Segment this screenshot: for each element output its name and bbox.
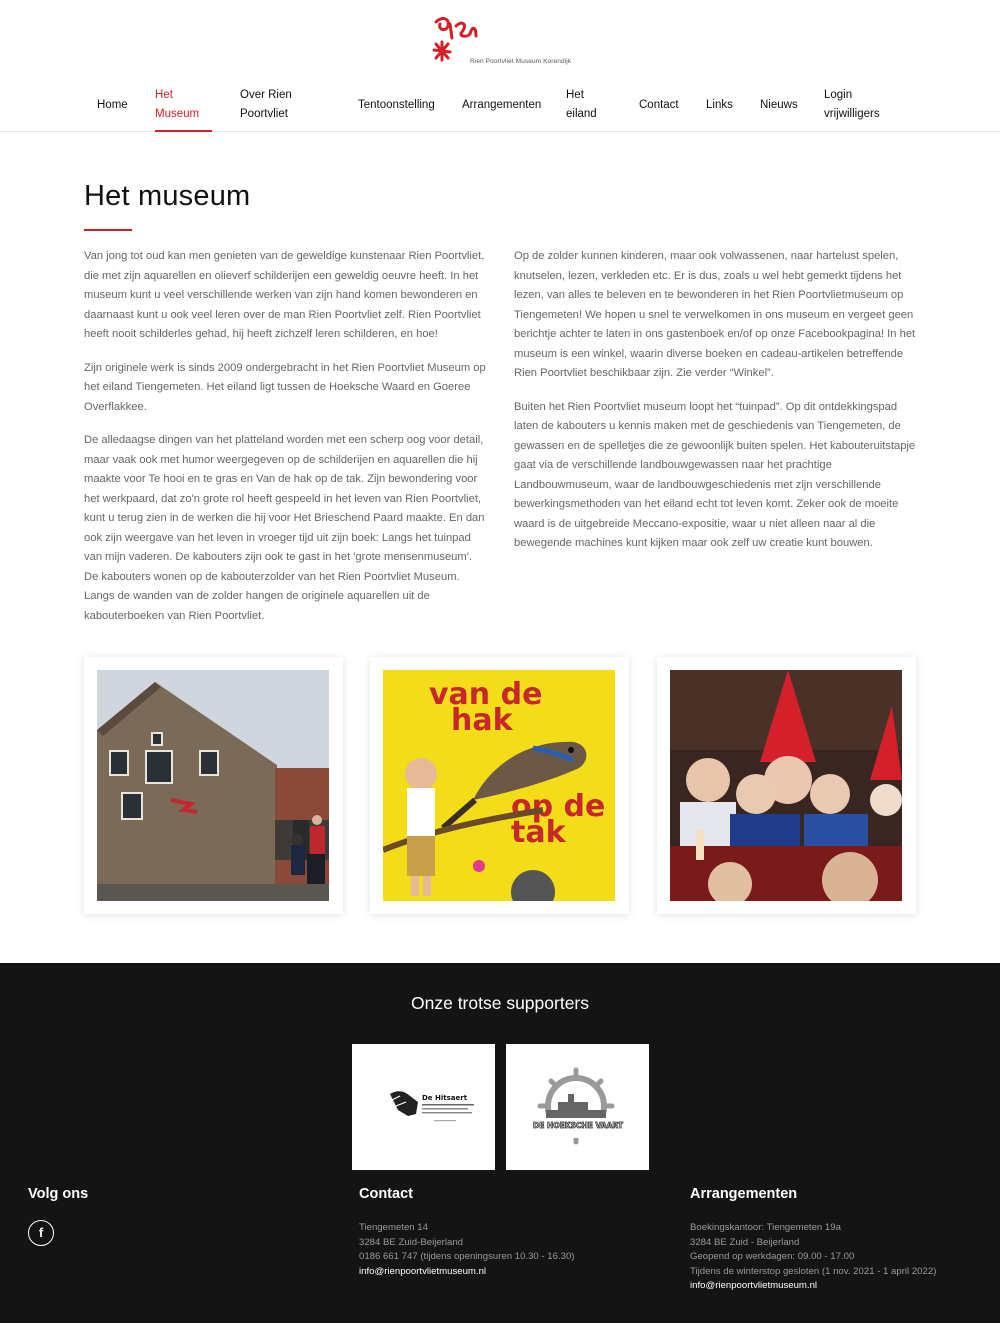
site-header bbox=[0, 0, 1000, 132]
nav-het-eiland-label-1: Het bbox=[566, 89, 584, 101]
sponsor-logo-de-hitsaert[interactable] bbox=[352, 1044, 495, 1170]
location-paragraph: Zijn originele werk is sinds 2009 ondergebracht in het Rien Poortvliet Museum op het eiland Tiengemeten. Het eiland ligt tussen de Hoeksche Waard en Goeree Overflakkee. bbox=[84, 361, 486, 413]
booking-hours: Geopend op werkdagen: 09.00 - 17.00 bbox=[690, 1251, 855, 1263]
nav-home[interactable] bbox=[97, 96, 128, 115]
nav-contact[interactable] bbox=[639, 96, 679, 115]
intro-paragraph: Van jong tot oud kan men genieten van de geweldige kunstenaar Rien Poortvliet, die met zijn aquarellen en olieverf schilderijen een geweldig oeuvre heeft. In het museum kunt u veel verschillende werken van zijn hand komen bewonderen en daarnaast kunt u ook veel leren over de man Rien Poortvliet zelf. Rien Poortvliet heeft nooit schilderles gehad, hij heeft zichzelf leren schilderen, en hoe! bbox=[84, 250, 485, 340]
winter-closure: Tijdens de winterstop gesloten (1 nov. 2021 - 1 april 2022) bbox=[690, 1265, 937, 1277]
book-cover-title-1: van de bbox=[429, 677, 543, 712]
nav-links-label: Links bbox=[706, 99, 733, 111]
book-cover-title-2: hak bbox=[451, 703, 513, 738]
logo-mark-icon bbox=[428, 12, 480, 64]
main-navigation bbox=[0, 80, 1000, 132]
active-nav-indicator bbox=[155, 130, 212, 132]
garden-path-paragraph: Buiten het Rien Poortvliet museum loopt het “tuinpad”. Op dit ontdekkingspad laten de kabouters u kennis maken met de geschiedenis van Tiengemeten, de gewassen en de spelletjes die ze gewoonlijk buiten spelen. Het kabouteruitstapje gaat via de verschillende landbouwgewassen naar het prachtige Landbouwmuseum, waar de landbouwgeschiedenis met zijn verschillende bewerkingsmethoden van het eiland echt tot leven komt. Zeker ook de moeite waard is de uitgebreide Meccano-expositie, waar u niet alleen naar al die bewegende machines kunt kijken maar ook zelf uw creatie kunt bouwen. bbox=[514, 400, 916, 549]
contact-address: Tiengemeten 14 bbox=[359, 1222, 428, 1233]
contact-details bbox=[359, 1221, 575, 1279]
booking-postcode: 3284 BE Zuid - Beijerland bbox=[690, 1236, 800, 1248]
contact-title: Contact bbox=[359, 1186, 413, 1202]
contact-phone[interactable]: 0186 661 747 (tijdens openingsuren 10.30 - 16.30) bbox=[359, 1251, 575, 1263]
book-cover-title-4: tak bbox=[511, 815, 566, 850]
follow-title: Volg ons bbox=[28, 1186, 89, 1202]
nav-het-museum[interactable] bbox=[155, 86, 199, 124]
nav-tentoonstelling[interactable] bbox=[358, 96, 435, 115]
supporters-title: Onze trotse supporters bbox=[411, 993, 589, 1013]
arrangementen-details bbox=[690, 1221, 936, 1294]
nav-het-eiland-label-2: eiland bbox=[566, 108, 597, 120]
de-hitsaert-logo-icon bbox=[352, 1044, 495, 1170]
attic-paragraph: Op de zolder kunnen kinderen, maar ook volwassenen, naar hartelust spelen, knutselen, lezen, verkleden etc. Er is dus, zoals u wel hebt gemerkt tijdens het lezen, van alles te beleven en te bewonderen in het Rien Poortvlietmuseum op Tiengemeten! We hopen u snel te verwelkomen in ons museum en vergeet geen berichtje achter te laten in ons gastenboek en/of op onze Facebookpagina! In het museum is een winkel, waarin diverse boeken en cadeau-artikelen betreffende Rien Poortvliet beschikbaar zijn. Zie verder “Winkel”. bbox=[514, 250, 916, 379]
sponsor-de-hitsaert-name: De Hitsaert bbox=[422, 1094, 468, 1102]
museum-building-photo bbox=[97, 670, 329, 901]
facebook-glyph: f bbox=[38, 1225, 44, 1240]
gallery-card-museum[interactable] bbox=[84, 657, 343, 914]
nav-over-rien-label-1: Over Rien bbox=[240, 89, 292, 101]
nav-het-museum-label-1: Het bbox=[155, 89, 173, 101]
title-divider bbox=[84, 229, 132, 231]
book-cover-photo bbox=[383, 670, 615, 901]
nav-het-eiland[interactable] bbox=[566, 86, 597, 124]
nav-login-label-2: vrijwilligers bbox=[824, 108, 880, 120]
arrangementen-title: Arrangementen bbox=[690, 1186, 798, 1202]
nav-over-rien-label-2: Poortvliet bbox=[240, 108, 288, 120]
contact-email-link[interactable]: info@rienpoortvlietmuseum.nl bbox=[359, 1265, 487, 1277]
nav-tentoonstelling-label: Tentoonstelling bbox=[358, 99, 435, 111]
content-column-right bbox=[514, 247, 917, 568]
site-footer bbox=[0, 963, 1000, 1323]
contact-postcode: 3284 BE Zuid-Beijerland bbox=[359, 1236, 463, 1248]
works-paragraph: De alledaagse dingen van het platteland worden met een scherp oog voor detail, maar vaak ook met humor weergegeven op de schilderijen en aquarellen die hij maakte voor Te hooi en te gras en Van de hak op de tak. Zijn bewondering voor het werkpaard, dat zo'n grote rol heeft gespeeld in het leven van Rien Poortvliet, kunt u terug zien in de werken die hij voor Het Brieschend Paard maakte. En dan ook zijn weergave van het leven in vroeger tijd uit zijn boek: Langs het tuinpad van mijn vaderen. De kabouters zijn ook te gast in het 'grote mensenmuseum'. De kabouters wonen op de kabouterzolder van het Rien Poortvliet Museum. Langs de wanden van de zolder hangen de originele aquarellen uit de kabouterboeken van Rien Poortvliet. bbox=[84, 434, 485, 622]
booking-office: Boekingskantoor: Tiengemeten 19a bbox=[690, 1222, 841, 1233]
arrangementen-email-link[interactable]: info@rienpoortvlietmuseum.nl bbox=[690, 1280, 818, 1292]
nav-links[interactable] bbox=[706, 96, 733, 115]
site-logo[interactable] bbox=[428, 12, 578, 64]
gallery-card-book[interactable] bbox=[370, 657, 629, 914]
children-gnome-hats-photo bbox=[670, 670, 902, 901]
logo-subtitle: Rien Poortvliet Museum Korendijk bbox=[470, 58, 572, 65]
gallery-card-children[interactable] bbox=[657, 657, 916, 914]
page-title: Het museum bbox=[84, 180, 251, 212]
nav-contact-label: Contact bbox=[639, 99, 679, 111]
nav-arrangementen-label: Arrangementen bbox=[462, 99, 542, 111]
hoeksche-vaart-logo-icon bbox=[506, 1044, 649, 1170]
nav-home-label: Home bbox=[97, 99, 128, 111]
nav-login-label-1: Login bbox=[824, 89, 853, 101]
sponsor-hoeksche-vaart-name: DE HOEKSCHE VAART bbox=[533, 1121, 623, 1130]
sponsor-logo-hoeksche-vaart[interactable] bbox=[506, 1044, 649, 1170]
nav-arrangementen[interactable] bbox=[462, 96, 541, 115]
nav-nieuws-label: Nieuws bbox=[760, 99, 798, 111]
nav-login-vrijwilligers[interactable] bbox=[824, 86, 880, 124]
book-cover-title-3: op de bbox=[511, 789, 606, 824]
nav-over-rien-poortvliet[interactable] bbox=[240, 86, 292, 124]
nav-het-museum-label-2: Museum bbox=[155, 108, 200, 120]
content-column-left bbox=[84, 247, 487, 640]
facebook-icon[interactable] bbox=[28, 1220, 54, 1246]
nav-nieuws[interactable] bbox=[760, 96, 798, 115]
